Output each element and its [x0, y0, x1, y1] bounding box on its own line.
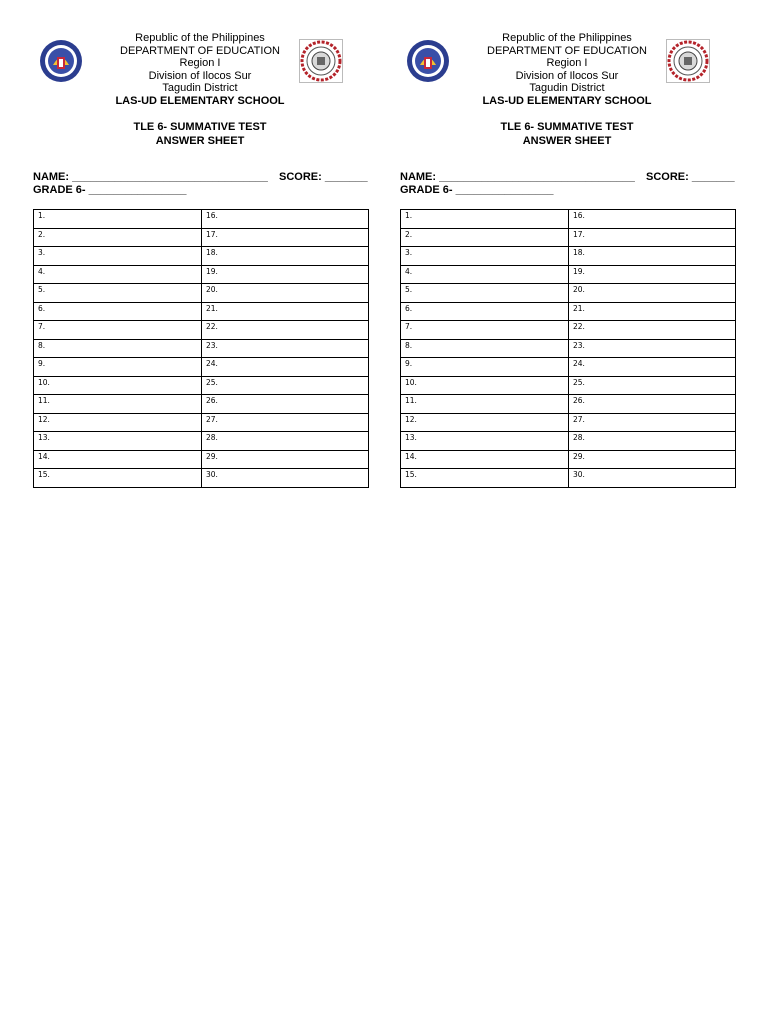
- answer-cell: 13.: [401, 432, 569, 451]
- table-row: [401, 469, 736, 488]
- table-row: [34, 210, 369, 229]
- table-row: [34, 395, 369, 414]
- country-line: Republic of the Philippines: [135, 32, 265, 44]
- table-row: [401, 395, 736, 414]
- answer-cell: 22.: [202, 321, 369, 340]
- answer-cell: 3.: [34, 247, 202, 266]
- table-row: [34, 321, 369, 340]
- table-row: [401, 321, 736, 340]
- letterhead: [400, 32, 736, 112]
- answer-cell: 16.: [202, 210, 369, 229]
- name-field: NAME: ________________________________: [400, 171, 635, 183]
- answer-sheet-label: ANSWER SHEET: [155, 134, 245, 147]
- answer-cell: 7.: [401, 321, 569, 340]
- table-row: [401, 376, 736, 395]
- letterhead-text: [87, 32, 313, 108]
- answer-table: [400, 209, 736, 488]
- answer-cell: 20.: [202, 284, 369, 303]
- answer-cell: 3.: [401, 247, 569, 266]
- answer-cell: 6.: [401, 302, 569, 321]
- answer-cell: 2.: [34, 228, 202, 247]
- grade-field: GRADE 6- ________________: [400, 184, 554, 196]
- answer-cell: 14.: [34, 450, 202, 469]
- answer-cell: 22.: [569, 321, 736, 340]
- answer-sheet-left: [33, 0, 369, 500]
- table-row: [34, 228, 369, 247]
- table-row: [401, 358, 736, 377]
- answer-cell: 4.: [401, 265, 569, 284]
- table-row: [401, 302, 736, 321]
- table-row: [34, 376, 369, 395]
- answer-cell: 27.: [202, 413, 369, 432]
- table-row: [34, 339, 369, 358]
- answer-cell: 17.: [202, 228, 369, 247]
- answer-cell: 5.: [34, 284, 202, 303]
- table-row: [401, 450, 736, 469]
- region-line: Region I: [546, 57, 588, 70]
- answer-cell: 25.: [569, 376, 736, 395]
- table-row: [401, 432, 736, 451]
- answer-cell: 12.: [401, 413, 569, 432]
- grade-field: GRADE 6- ________________: [33, 184, 187, 196]
- answer-cell: 23.: [569, 339, 736, 358]
- answer-cell: 17.: [569, 228, 736, 247]
- answer-cell: 25.: [202, 376, 369, 395]
- answer-cell: 4.: [34, 265, 202, 284]
- answer-cell: 24.: [569, 358, 736, 377]
- school-name: LAS-UD ELEMENTARY SCHOOL: [115, 94, 285, 107]
- answer-table: [33, 209, 369, 488]
- answer-cell: 21.: [569, 302, 736, 321]
- score-field: SCORE: _______: [279, 171, 368, 183]
- table-row: [401, 284, 736, 303]
- test-title-line: TLE 6- SUMMATIVE TEST: [500, 121, 634, 133]
- table-row: [34, 450, 369, 469]
- answer-cell: 26.: [202, 395, 369, 414]
- table-row: [401, 265, 736, 284]
- name-field: NAME: ________________________________: [33, 171, 268, 183]
- department-line: DEPARTMENT OF EDUCATION: [120, 44, 280, 57]
- country-line: Republic of the Philippines: [502, 32, 632, 44]
- letterhead: [33, 32, 369, 112]
- answer-cell: 12.: [34, 413, 202, 432]
- answer-cell: 1.: [401, 210, 569, 229]
- answer-cell: 28.: [569, 432, 736, 451]
- letterhead-text: [454, 32, 680, 108]
- answer-cell: 20.: [569, 284, 736, 303]
- answer-cell: 9.: [401, 358, 569, 377]
- table-row: [401, 210, 736, 229]
- region-line: Region I: [179, 57, 221, 70]
- answer-cell: 29.: [202, 450, 369, 469]
- table-row: [401, 413, 736, 432]
- answer-cell: 19.: [569, 265, 736, 284]
- answer-sheet-right: [400, 0, 736, 500]
- district-line: Tagudin District: [529, 82, 605, 95]
- answer-cell: 10.: [401, 376, 569, 395]
- table-row: [34, 469, 369, 488]
- answer-cell: 10.: [34, 376, 202, 395]
- answer-cell: 8.: [34, 339, 202, 358]
- test-title: [454, 121, 680, 148]
- answer-cell: 5.: [401, 284, 569, 303]
- answer-cell: 18.: [569, 247, 736, 266]
- department-line: DEPARTMENT OF EDUCATION: [487, 44, 647, 57]
- deped-seal-icon: [406, 39, 450, 83]
- division-line: Division of Ilocos Sur: [148, 69, 252, 82]
- school-seal-icon: [299, 39, 343, 83]
- table-row: [34, 432, 369, 451]
- answer-cell: 7.: [34, 321, 202, 340]
- answer-cell: 23.: [202, 339, 369, 358]
- table-row: [401, 228, 736, 247]
- school-seal-icon: [666, 39, 710, 83]
- division-line: Division of Ilocos Sur: [515, 69, 619, 82]
- table-row: [34, 302, 369, 321]
- answer-cell: 11.: [34, 395, 202, 414]
- answer-cell: 30.: [202, 469, 369, 488]
- answer-cell: 28.: [202, 432, 369, 451]
- answer-cell: 30.: [569, 469, 736, 488]
- table-row: [401, 339, 736, 358]
- answer-cell: 26.: [569, 395, 736, 414]
- answer-cell: 6.: [34, 302, 202, 321]
- answer-cell: 15.: [401, 469, 569, 488]
- score-field: SCORE: _______: [646, 171, 735, 183]
- answer-cell: 29.: [569, 450, 736, 469]
- table-row: [34, 265, 369, 284]
- deped-seal-icon: [39, 39, 83, 83]
- answer-cell: 16.: [569, 210, 736, 229]
- answer-cell: 13.: [34, 432, 202, 451]
- answer-cell: 2.: [401, 228, 569, 247]
- answer-sheet-label: ANSWER SHEET: [522, 134, 612, 147]
- answer-cell: 21.: [202, 302, 369, 321]
- test-title: [87, 121, 313, 148]
- answer-cell: 14.: [401, 450, 569, 469]
- table-row: [34, 247, 369, 266]
- answer-cell: 11.: [401, 395, 569, 414]
- answer-cell: 18.: [202, 247, 369, 266]
- test-title-line: TLE 6- SUMMATIVE TEST: [133, 121, 267, 133]
- answer-cell: 27.: [569, 413, 736, 432]
- answer-cell: 24.: [202, 358, 369, 377]
- table-row: [401, 247, 736, 266]
- table-row: [34, 358, 369, 377]
- answer-cell: 8.: [401, 339, 569, 358]
- answer-cell: 1.: [34, 210, 202, 229]
- table-row: [34, 413, 369, 432]
- table-row: [34, 284, 369, 303]
- district-line: Tagudin District: [162, 82, 238, 95]
- answer-cell: 19.: [202, 265, 369, 284]
- answer-cell: 9.: [34, 358, 202, 377]
- answer-cell: 15.: [34, 469, 202, 488]
- school-name: LAS-UD ELEMENTARY SCHOOL: [482, 94, 652, 107]
